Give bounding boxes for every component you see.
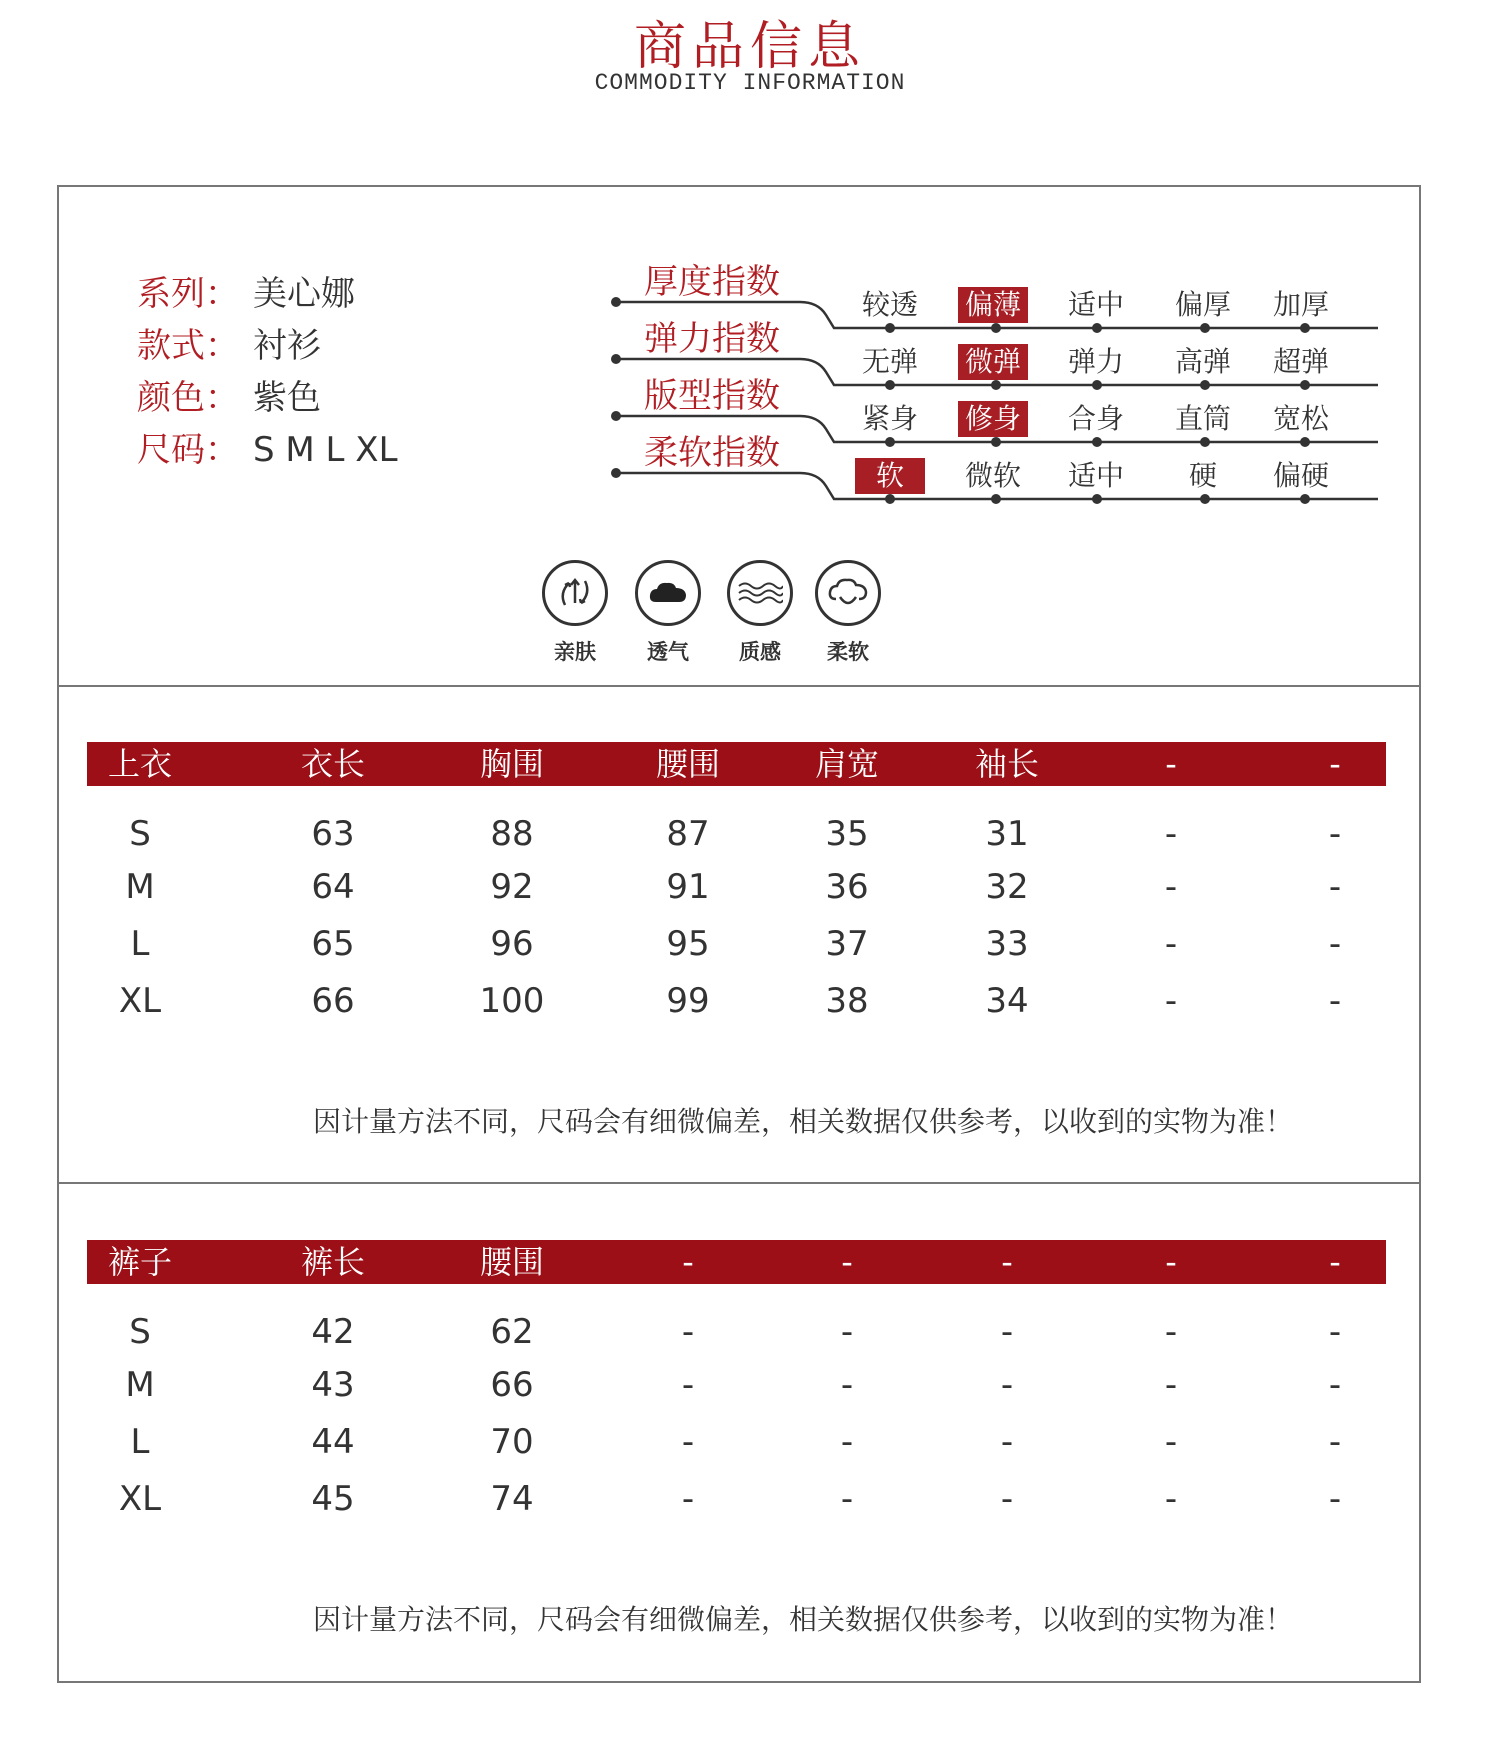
page-subtitle: COMMODITY INFORMATION <box>594 70 906 96</box>
table-cell: - <box>681 1422 695 1462</box>
top-table-header <box>87 742 1386 786</box>
soft-cloud-icon <box>815 560 881 626</box>
table-cell: M <box>125 867 155 907</box>
table-cell: - <box>1328 1312 1342 1352</box>
attr-value: 衬衫 <box>253 326 321 366</box>
feature-texture <box>718 560 802 666</box>
table-header-cell: 肩宽 <box>814 745 880 783</box>
feature-skin <box>533 560 617 666</box>
table-cell: 96 <box>490 924 534 964</box>
attr-colon: ： <box>205 274 239 314</box>
table-header-cell: 上衣 <box>107 745 173 783</box>
table-cell: 62 <box>490 1312 534 1352</box>
page-title: 商品信息 <box>633 17 866 77</box>
attr-label: 颜色 <box>137 378 205 418</box>
skin-arrows-icon <box>542 560 608 626</box>
table-cell: 66 <box>490 1365 534 1405</box>
table-cell: 35 <box>825 814 869 854</box>
index-option: 适中 <box>1067 288 1124 321</box>
attr-colon: ： <box>205 326 239 366</box>
table-cell: 32 <box>985 867 1029 907</box>
table-cell: XL <box>118 981 162 1021</box>
index-option: 硬 <box>1188 459 1217 492</box>
table-cell: - <box>1328 924 1342 964</box>
index-option: 较透 <box>861 288 918 321</box>
table-cell: - <box>840 1479 854 1519</box>
index-option: 弹力 <box>1067 345 1124 378</box>
table-header-cell: - <box>1329 1243 1341 1281</box>
table-header-cell: 腰围 <box>479 1243 545 1281</box>
table-header-cell: 袖长 <box>974 745 1040 783</box>
waves-icon <box>727 560 793 626</box>
pants-table-header <box>87 1240 1386 1284</box>
table-cell: S <box>129 1312 151 1352</box>
table-cell: 38 <box>825 981 869 1021</box>
attr-label: 系列 <box>137 274 205 314</box>
table-cell: 33 <box>985 924 1029 964</box>
table-cell: 37 <box>825 924 869 964</box>
attr-label: 款式 <box>137 326 205 366</box>
feature-breathable <box>626 560 710 666</box>
table-cell: - <box>1164 1365 1178 1405</box>
table-cell: 43 <box>311 1365 355 1405</box>
table-cell: - <box>681 1479 695 1519</box>
table-cell: 70 <box>490 1422 534 1462</box>
table-cell: M <box>125 1365 155 1405</box>
table-cell: 66 <box>311 981 355 1021</box>
index-softness-label: 柔软指数 <box>644 433 780 473</box>
attr-value: 美心娜 <box>253 274 355 314</box>
table-cell: 74 <box>490 1479 534 1519</box>
index-elasticity-label: 弹力指数 <box>644 319 780 359</box>
attr-label: 尺码 <box>137 430 205 470</box>
table-cell: - <box>1164 814 1178 854</box>
table-cell: 63 <box>311 814 355 854</box>
index-option: 直筒 <box>1174 402 1231 435</box>
table-cell: 42 <box>311 1312 355 1352</box>
index-option: 超弹 <box>1272 345 1329 378</box>
index-option: 加厚 <box>1272 288 1329 321</box>
index-option: 宽松 <box>1272 402 1329 435</box>
table-cell: S <box>129 814 151 854</box>
table-cell: 100 <box>479 981 545 1021</box>
table-cell: - <box>1000 1365 1014 1405</box>
table-cell: - <box>1328 867 1342 907</box>
table-cell: - <box>681 1312 695 1352</box>
table-cell: 88 <box>490 814 534 854</box>
index-fit-label: 版型指数 <box>644 376 780 416</box>
table-cell: 99 <box>666 981 710 1021</box>
index-option: 偏硬 <box>1272 459 1329 492</box>
table-header-cell: 衣长 <box>300 745 366 783</box>
index-option: 紧身 <box>861 402 918 435</box>
index-option-selected: 软 <box>855 458 925 494</box>
table-cell: - <box>1328 1422 1342 1462</box>
table-header-cell: 腰围 <box>655 745 721 783</box>
measurement-note: 因计量方法不同，尺码会有细微偏差，相关数据仅供参考，以收到的实物为准！ <box>313 1105 1294 1138</box>
table-header-cell: 裤子 <box>107 1243 173 1281</box>
attr-value: 紫色 <box>253 378 321 418</box>
table-cell: XL <box>118 1479 162 1519</box>
table-cell: 34 <box>985 981 1029 1021</box>
cloud-filled-icon <box>635 560 701 626</box>
feature-soft <box>806 560 890 666</box>
index-option: 无弹 <box>861 345 918 378</box>
attr-colon: ： <box>205 430 239 470</box>
table-header-cell: - <box>1165 745 1177 783</box>
table-cell: L <box>130 924 150 964</box>
feature-label: 亲肤 <box>554 640 596 664</box>
index-option: 适中 <box>1067 459 1124 492</box>
table-cell: - <box>1328 1479 1342 1519</box>
measurement-note: 因计量方法不同，尺码会有细微偏差，相关数据仅供参考，以收到的实物为准！ <box>313 1603 1294 1636</box>
table-cell: - <box>1000 1312 1014 1352</box>
table-cell: 65 <box>311 924 355 964</box>
index-option-selected: 微弹 <box>958 344 1028 380</box>
table-cell: 87 <box>666 814 710 854</box>
index-option-selected: 修身 <box>958 401 1028 437</box>
table-header-cell: - <box>1165 1243 1177 1281</box>
index-option: 偏厚 <box>1174 288 1231 321</box>
table-cell: 91 <box>666 867 710 907</box>
table-cell: - <box>1328 981 1342 1021</box>
table-cell: - <box>840 1365 854 1405</box>
table-cell: - <box>1328 814 1342 854</box>
table-cell: - <box>840 1312 854 1352</box>
feature-label: 质感 <box>739 640 781 664</box>
attr-colon: ： <box>205 378 239 418</box>
table-cell: 36 <box>825 867 869 907</box>
table-cell: - <box>1164 924 1178 964</box>
table-cell: 31 <box>985 814 1029 854</box>
table-cell: - <box>1000 1422 1014 1462</box>
table-header-cell: 裤长 <box>300 1243 366 1281</box>
table-cell: 44 <box>311 1422 355 1462</box>
table-cell: - <box>681 1365 695 1405</box>
table-header-cell: - <box>841 1243 853 1281</box>
table-header-cell: 胸围 <box>479 745 545 783</box>
table-header-cell: - <box>1329 745 1341 783</box>
table-cell: - <box>1164 867 1178 907</box>
table-cell: - <box>1000 1479 1014 1519</box>
table-cell: - <box>1164 1479 1178 1519</box>
table-cell: - <box>1164 981 1178 1021</box>
feature-label: 柔软 <box>827 640 869 664</box>
table-cell: 45 <box>311 1479 355 1519</box>
table-cell: 64 <box>311 867 355 907</box>
table-cell: - <box>1164 1422 1178 1462</box>
index-option-selected: 偏薄 <box>958 287 1028 323</box>
feature-label: 透气 <box>647 640 689 664</box>
index-thickness-label: 厚度指数 <box>644 262 780 302</box>
table-cell: L <box>130 1422 150 1462</box>
table-cell: - <box>1328 1365 1342 1405</box>
index-option: 微软 <box>964 459 1021 492</box>
index-option: 高弹 <box>1174 345 1231 378</box>
table-cell: - <box>1164 1312 1178 1352</box>
table-cell: 95 <box>666 924 710 964</box>
table-header-cell: - <box>1001 1243 1013 1281</box>
table-cell: - <box>840 1422 854 1462</box>
attr-value: S M L XL <box>253 430 398 470</box>
index-option: 合身 <box>1067 402 1124 435</box>
table-header-cell: - <box>682 1243 694 1281</box>
table-cell: 92 <box>490 867 534 907</box>
